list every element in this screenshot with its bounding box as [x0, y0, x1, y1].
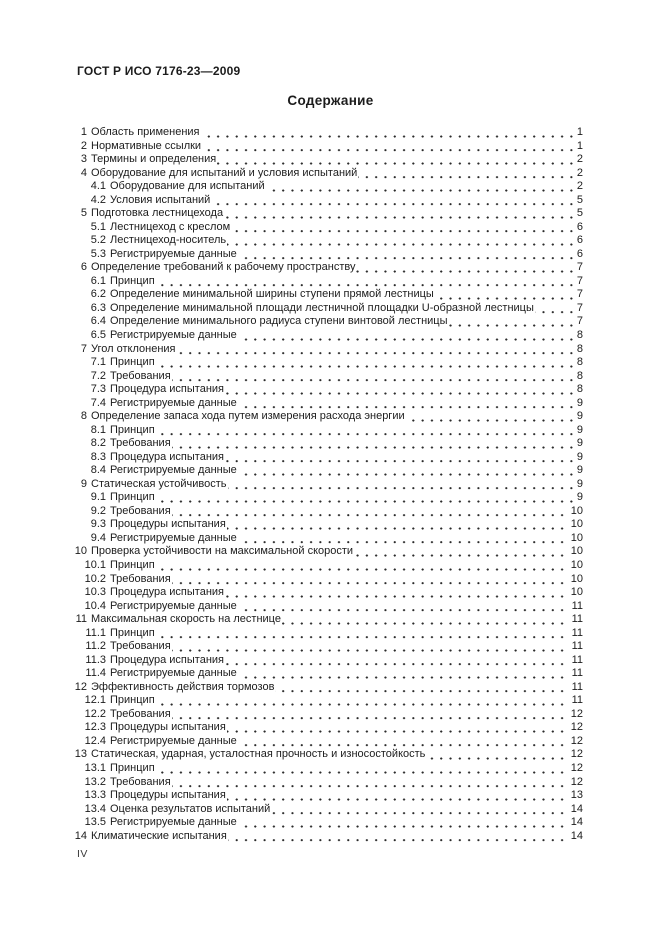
toc-entry-number: 13 — [74, 748, 91, 762]
toc-entry-number: 9 — [74, 478, 91, 492]
toc-entry — [74, 559, 583, 573]
toc-entry-label: Принцип — [110, 761, 155, 774]
toc-entry-page-number: 8 — [576, 356, 583, 369]
toc-entry-label: Принцип — [110, 559, 155, 571]
toc-entry — [74, 667, 583, 681]
toc-entry-label: Регистрируемые данные — [110, 464, 237, 477]
toc-entry — [74, 830, 583, 844]
toc-entry — [74, 261, 583, 275]
toc-entry-label: Требования — [110, 775, 171, 788]
toc-entry-label: Требования — [110, 437, 171, 450]
toc-entry-label: Условия испытаний — [110, 193, 211, 206]
toc-entry — [74, 207, 583, 221]
toc-entry — [74, 383, 583, 397]
toc-entry-number: 7.1 — [74, 356, 110, 370]
toc-entry-label: Определение требований к рабочему пространству — [91, 261, 356, 274]
toc-entry-number: 6.3 — [74, 302, 110, 316]
toc-entry — [74, 654, 583, 668]
toc-entry — [74, 397, 583, 411]
toc-entry-number: 6.2 — [74, 288, 110, 302]
toc-entry-page-number: 11 — [571, 626, 583, 639]
toc-entry-page-number: 11 — [571, 680, 583, 693]
toc-entry — [74, 221, 583, 235]
toc-entry — [74, 613, 583, 627]
toc-entry-number: 7.3 — [74, 383, 110, 397]
toc-entry-number: 8.1 — [74, 424, 110, 438]
toc-entry-label: Подготовка лестницехода — [91, 207, 224, 220]
toc-entry — [74, 816, 583, 830]
toc-entry-label: Процедура испытания — [110, 383, 224, 396]
toc-entry — [74, 505, 583, 519]
toc-entry-number: 10.4 — [74, 600, 110, 614]
toc-entry — [74, 600, 583, 614]
toc-entry-label: Термины и определения — [91, 153, 217, 166]
toc-entry-page-number: 12 — [570, 734, 583, 747]
toc-entry-number: 12.3 — [74, 721, 110, 735]
toc-entry — [74, 153, 583, 167]
toc-entry-page-number: 10 — [570, 572, 583, 585]
toc-entry-number: 6.1 — [74, 275, 110, 289]
toc-entry-number: 5.3 — [74, 248, 110, 262]
toc-entry-page-number: 7 — [576, 288, 583, 301]
toc-entry — [74, 167, 583, 181]
toc-entry-number: 10 — [74, 545, 91, 559]
toc-entry — [74, 194, 583, 208]
toc-entry-label: Требования — [110, 572, 171, 585]
toc-entry — [74, 681, 583, 695]
toc-entry-number: 14 — [74, 830, 91, 844]
toc-entry-label: Определение минимальной ширины ступени прямой лестницы — [110, 288, 434, 301]
toc-entry-page-number: 14 — [570, 816, 583, 829]
toc-entry-label: Процедуры испытания — [110, 789, 226, 802]
toc-entry — [74, 180, 583, 194]
toc-entry — [74, 776, 583, 790]
toc-entry — [74, 370, 583, 384]
toc-entry — [74, 721, 583, 735]
toc-entry-page-number: 11 — [571, 653, 583, 666]
toc-entry-number: 13.1 — [74, 762, 110, 776]
toc-entry-number: 8.4 — [74, 464, 110, 478]
toc-entry-label: Оценка результатов испытаний — [110, 802, 271, 815]
toc-entry-label: Принцип — [110, 274, 155, 287]
toc-entry-label: Регистрируемые данные — [110, 247, 237, 260]
toc-entry-page-number: 9 — [576, 477, 583, 490]
toc-entry-page-number: 14 — [570, 829, 583, 842]
toc-entry — [74, 424, 583, 438]
toc-entry-number: 10.3 — [74, 586, 110, 600]
toc-entry — [74, 329, 583, 343]
toc-entry-page-number: 14 — [570, 802, 583, 815]
toc-entry-label: Регистрируемые данные — [110, 816, 237, 829]
toc-entry-page-number: 9 — [576, 437, 583, 450]
toc-entry-page-number: 12 — [570, 748, 583, 761]
toc-entry — [74, 748, 583, 762]
toc-entry-label: Процедура испытания — [110, 450, 224, 463]
toc-entry-number: 12.1 — [74, 694, 110, 708]
toc-entry-number: 5.1 — [74, 221, 110, 235]
toc-entry-label: Требования — [110, 640, 171, 653]
toc-entry — [74, 356, 583, 370]
toc-entry-page-number: 11 — [571, 667, 583, 680]
toc-entry-page-number: 6 — [576, 234, 583, 247]
toc-entry-page-number: 8 — [576, 383, 583, 396]
toc-entry-number: 11 — [74, 613, 91, 627]
toc-entry-number: 8 — [74, 410, 91, 424]
toc-entry-page-number: 2 — [576, 166, 583, 179]
toc-entry-number: 6 — [74, 261, 91, 275]
toc-entry-number: 7.4 — [74, 397, 110, 411]
toc-entry — [74, 302, 583, 316]
toc-entry — [74, 343, 583, 357]
toc-entry-page-number: 10 — [570, 545, 583, 558]
toc-entry-label: Определение минимального радиуса ступени винтовой лестницы — [110, 315, 448, 328]
toc-entry-number: 13.2 — [74, 776, 110, 790]
toc-list — [74, 126, 583, 843]
toc-entry-label: Эффективность действия тормозов — [91, 680, 275, 693]
toc-entry-page-number: 9 — [576, 423, 583, 436]
toc-entry-page-number: 10 — [570, 586, 583, 599]
toc-entry-page-number: 10 — [570, 559, 583, 571]
toc-entry — [74, 126, 583, 140]
toc-entry-number: 12.4 — [74, 735, 110, 749]
toc-entry — [74, 789, 583, 803]
toc-entry-page-number: 9 — [576, 410, 583, 423]
toc-entry-number: 13.3 — [74, 789, 110, 803]
toc-entry-page-number: 6 — [576, 247, 583, 260]
toc-entry — [74, 627, 583, 641]
toc-entry — [74, 234, 583, 248]
toc-entry-label: Процедуры испытания — [110, 721, 226, 734]
toc-entry-number: 6.4 — [74, 315, 110, 329]
toc-entry-number: 12.2 — [74, 708, 110, 722]
toc-entry-label: Процедура испытания — [110, 653, 224, 666]
toc-entry — [74, 478, 583, 492]
toc-entry-label: Регистрируемые данные — [110, 734, 237, 747]
toc-entry-label: Максимальная скорость на лестнице — [91, 613, 281, 626]
toc-entry-label: Климатические испытания — [91, 829, 227, 842]
toc-entry — [74, 573, 583, 587]
toc-entry-page-number: 12 — [570, 707, 583, 720]
toc-entry-page-number: 12 — [570, 761, 583, 774]
toc-entry-number: 4 — [74, 167, 91, 181]
toc-entry-page-number: 8 — [576, 369, 583, 382]
toc-entry-page-number: 1 — [576, 126, 583, 138]
toc-entry-label: Процедуры испытания — [110, 518, 226, 531]
toc-entry-label: Принцип — [110, 694, 155, 707]
toc-entry-label: Регистрируемые данные — [110, 667, 237, 680]
toc-entry-page-number: 7 — [576, 274, 583, 287]
toc-entry — [74, 437, 583, 451]
toc-entry-page-number: 8 — [576, 328, 583, 341]
toc-entry — [74, 708, 583, 722]
toc-entry-label: Оборудование для испытаний — [110, 180, 265, 193]
toc-entry-number: 7.2 — [74, 370, 110, 384]
toc-entry — [74, 735, 583, 749]
toc-entry-label: Лестницеход с креслом — [110, 220, 231, 233]
toc-entry-number: 11.2 — [74, 640, 110, 654]
toc-entry-number: 1 — [74, 126, 91, 140]
toc-entry-label: Проверка устойчивости на максимальной скорости — [91, 545, 354, 558]
toc-entry-page-number: 12 — [570, 721, 583, 734]
toc-entry — [74, 491, 583, 505]
toc-entry-page-number: 10 — [570, 531, 583, 544]
toc-entry-number: 13.4 — [74, 803, 110, 817]
toc-entry — [74, 248, 583, 262]
toc-entry-label: Принцип — [110, 356, 155, 369]
toc-entry-label: Область применения — [91, 126, 200, 138]
toc-entry — [74, 140, 583, 154]
page-title: Содержание — [287, 93, 374, 108]
toc-entry — [74, 518, 583, 532]
toc-entry-label: Определение минимальной площади лестничной площадки U-образной лестницы — [110, 301, 534, 314]
toc-entry-label: Лестницеход-носитель — [110, 234, 227, 247]
toc-entry-number: 4.1 — [74, 180, 110, 194]
toc-entry-number: 9.3 — [74, 518, 110, 532]
toc-entry-page-number: 7 — [576, 301, 583, 314]
toc-entry-number: 8.2 — [74, 437, 110, 451]
toc-entry — [74, 694, 583, 708]
toc-entry-number: 8.3 — [74, 451, 110, 465]
toc-entry-label: Регистрируемые данные — [110, 531, 237, 544]
toc-entry-number: 13.5 — [74, 816, 110, 830]
toc-entry — [74, 545, 583, 559]
toc-entry-page-number: 11 — [571, 599, 583, 612]
toc-entry-label: Угол отклонения — [91, 342, 176, 355]
toc-entry-page-number: 1 — [576, 139, 583, 152]
toc-entry — [74, 586, 583, 600]
toc-entry-label: Процедура испытания — [110, 586, 224, 599]
toc-entry-number: 12 — [74, 681, 91, 695]
toc-entry-number: 3 — [74, 153, 91, 167]
document-designation: ГОСТ Р ИСО 7176-23—2009 — [77, 64, 241, 78]
toc-entry — [74, 640, 583, 654]
toc-entry-page-number: 9 — [576, 396, 583, 409]
toc-entry-number: 9.1 — [74, 491, 110, 505]
toc-entry — [74, 464, 583, 478]
toc-entry-page-number: 7 — [576, 261, 583, 274]
toc-entry-page-number: 12 — [570, 775, 583, 788]
toc-entry-label: Принцип — [110, 626, 155, 639]
toc-entry-number: 9.2 — [74, 505, 110, 519]
toc-entry-label: Регистрируемые данные — [110, 599, 237, 612]
toc-entry-number: 11.4 — [74, 667, 110, 681]
toc-entry-page-number: 9 — [576, 464, 583, 477]
toc-entry-number: 11.1 — [74, 627, 110, 641]
toc-entry-number: 10.2 — [74, 573, 110, 587]
toc-entry-label: Нормативные ссылки — [91, 139, 202, 152]
toc-entry-page-number: 8 — [576, 342, 583, 355]
toc-entry — [74, 532, 583, 546]
toc-entry-label: Требования — [110, 504, 171, 517]
toc-entry-number: 4.2 — [74, 194, 110, 208]
toc-entry-page-number: 11 — [571, 640, 583, 653]
toc-entry-number: 6.5 — [74, 329, 110, 343]
toc-entry-label: Статическая, ударная, усталостная прочность и износостойкость — [91, 748, 426, 761]
folio-page-number: IV — [77, 848, 88, 860]
toc-entry-page-number: 13 — [570, 789, 583, 802]
toc-entry-number: 7 — [74, 343, 91, 357]
toc-entry-page-number: 10 — [570, 504, 583, 517]
toc-entry-number: 9.4 — [74, 532, 110, 546]
toc-entry-number: 10.1 — [74, 559, 110, 573]
toc-entry-label: Требования — [110, 369, 171, 382]
toc-entry-label: Регистрируемые данные — [110, 328, 237, 341]
toc-entry-page-number: 10 — [570, 518, 583, 531]
toc-entry — [74, 762, 583, 776]
toc-entry — [74, 410, 583, 424]
toc-entry-label: Статическая устойчивость — [91, 477, 227, 490]
toc-entry — [74, 803, 583, 817]
toc-entry-page-number: 5 — [576, 207, 583, 220]
toc-entry — [74, 315, 583, 329]
toc-entry-label: Требования — [110, 707, 171, 720]
toc-entry-page-number: 2 — [576, 180, 583, 193]
toc-entry-number: 5 — [74, 207, 91, 221]
toc-entry-page-number: 2 — [576, 153, 583, 166]
toc-entry-page-number: 5 — [576, 193, 583, 206]
toc-entry-page-number: 9 — [576, 450, 583, 463]
toc-entry-label: Регистрируемые данные — [110, 396, 237, 409]
toc-entry-label: Оборудование для испытаний и условия испытаний — [91, 166, 358, 179]
toc-entry-page-number: 11 — [571, 694, 583, 707]
toc-entry — [74, 288, 583, 302]
toc-entry-page-number: 9 — [576, 491, 583, 504]
toc-entry — [74, 451, 583, 465]
toc-entry-page-number: 11 — [571, 613, 583, 626]
toc-entry-number: 5.2 — [74, 234, 110, 248]
toc-entry-page-number: 6 — [576, 220, 583, 233]
toc-entry-label: Принцип — [110, 491, 155, 504]
toc-entry-label: Определение запаса хода путем измерения расхода энергии — [91, 410, 405, 423]
toc-entry-number: 2 — [74, 140, 91, 154]
toc-entry-label: Принцип — [110, 423, 155, 436]
toc-entry-number: 11.3 — [74, 654, 110, 668]
toc-entry-page-number: 7 — [576, 315, 583, 328]
toc-entry — [74, 275, 583, 289]
